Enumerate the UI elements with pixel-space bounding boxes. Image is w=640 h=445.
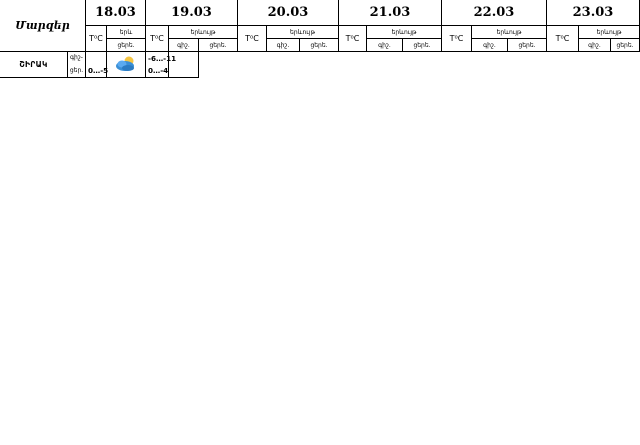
cloud-sun-icon (115, 55, 137, 75)
day-label: ցեր. (69, 66, 84, 74)
night-label: գիշ. (276, 41, 290, 49)
day-header (403, 39, 442, 52)
temp-label: T⁰C (449, 34, 464, 43)
day-header (107, 39, 146, 52)
night-label: գիշ- (70, 54, 83, 62)
temp-header (339, 26, 367, 52)
phenomena-header (472, 26, 547, 39)
phenomena-label: երևույթ (596, 28, 622, 36)
date-label: 19.03 (171, 5, 212, 20)
day-header (611, 39, 640, 52)
night-header (579, 39, 611, 52)
day-header (199, 39, 238, 52)
temp-label: T⁰C (245, 34, 259, 43)
region-label: ՇԻՐԱԿ (19, 60, 48, 70)
date-label: 20.03 (267, 5, 309, 20)
day-label: ցերե. (616, 41, 634, 49)
phenomena-label: երևույթ (391, 28, 417, 36)
temp-header (238, 26, 267, 52)
temperature-cell (86, 52, 107, 78)
temp-header (86, 26, 107, 52)
header-corner (0, 0, 86, 52)
phenomena-header (267, 26, 339, 39)
temp-header (146, 26, 169, 52)
regions-header: Մարզեր (15, 19, 70, 32)
day-label: ցերե. (310, 41, 328, 49)
phenomena-header (579, 26, 640, 39)
temp-header (442, 26, 472, 52)
temp-header (547, 26, 579, 52)
temperature-cell (146, 52, 177, 78)
phenomena-header (367, 26, 442, 39)
night-weather-cell (169, 52, 199, 78)
phenomena-header (107, 26, 146, 39)
day-temperature: 0…-4 (148, 66, 169, 76)
phenomena-label: երև (119, 28, 133, 36)
night-header (472, 39, 508, 52)
night-label: գիշ. (177, 41, 190, 49)
weather-cell (107, 52, 146, 78)
date-header (442, 0, 547, 26)
temp-label: T⁰C (555, 34, 570, 43)
temp-label: T⁰C (89, 34, 103, 43)
date-label: 23.03 (572, 5, 614, 20)
phenomena-header (169, 26, 238, 39)
date-header (339, 0, 442, 26)
date-label: 18.03 (95, 5, 136, 20)
night-temperature: -6…-11 (148, 53, 177, 63)
period-labels (68, 52, 86, 78)
night-label: գիշ. (378, 41, 391, 49)
day-label: ցերե. (209, 41, 227, 49)
date-header (547, 0, 640, 26)
night-header (169, 39, 199, 52)
day-header (300, 39, 339, 52)
night-header (267, 39, 300, 52)
date-label: 21.03 (369, 5, 411, 20)
night-label: գիշ. (483, 41, 496, 49)
night-label: գիշ. (588, 41, 601, 49)
temp-label: T⁰C (345, 34, 360, 43)
day-header (508, 39, 547, 52)
day-label: ցերե. (518, 41, 536, 49)
day-label: ցերե. (413, 41, 431, 49)
night-header (367, 39, 403, 52)
region-name (0, 52, 68, 78)
date-header (146, 0, 238, 26)
date-header (86, 0, 146, 26)
date-header (238, 0, 339, 26)
phenomena-label: երևույթ (190, 28, 216, 36)
temp-label: T⁰C (150, 34, 164, 43)
phenomena-label: երևույթ (496, 28, 522, 36)
day-label: ցերե. (117, 41, 135, 49)
temperature-value: 0…-5 (88, 65, 109, 75)
date-label: 22.03 (473, 5, 515, 20)
phenomena-label: երևույթ (290, 28, 315, 36)
